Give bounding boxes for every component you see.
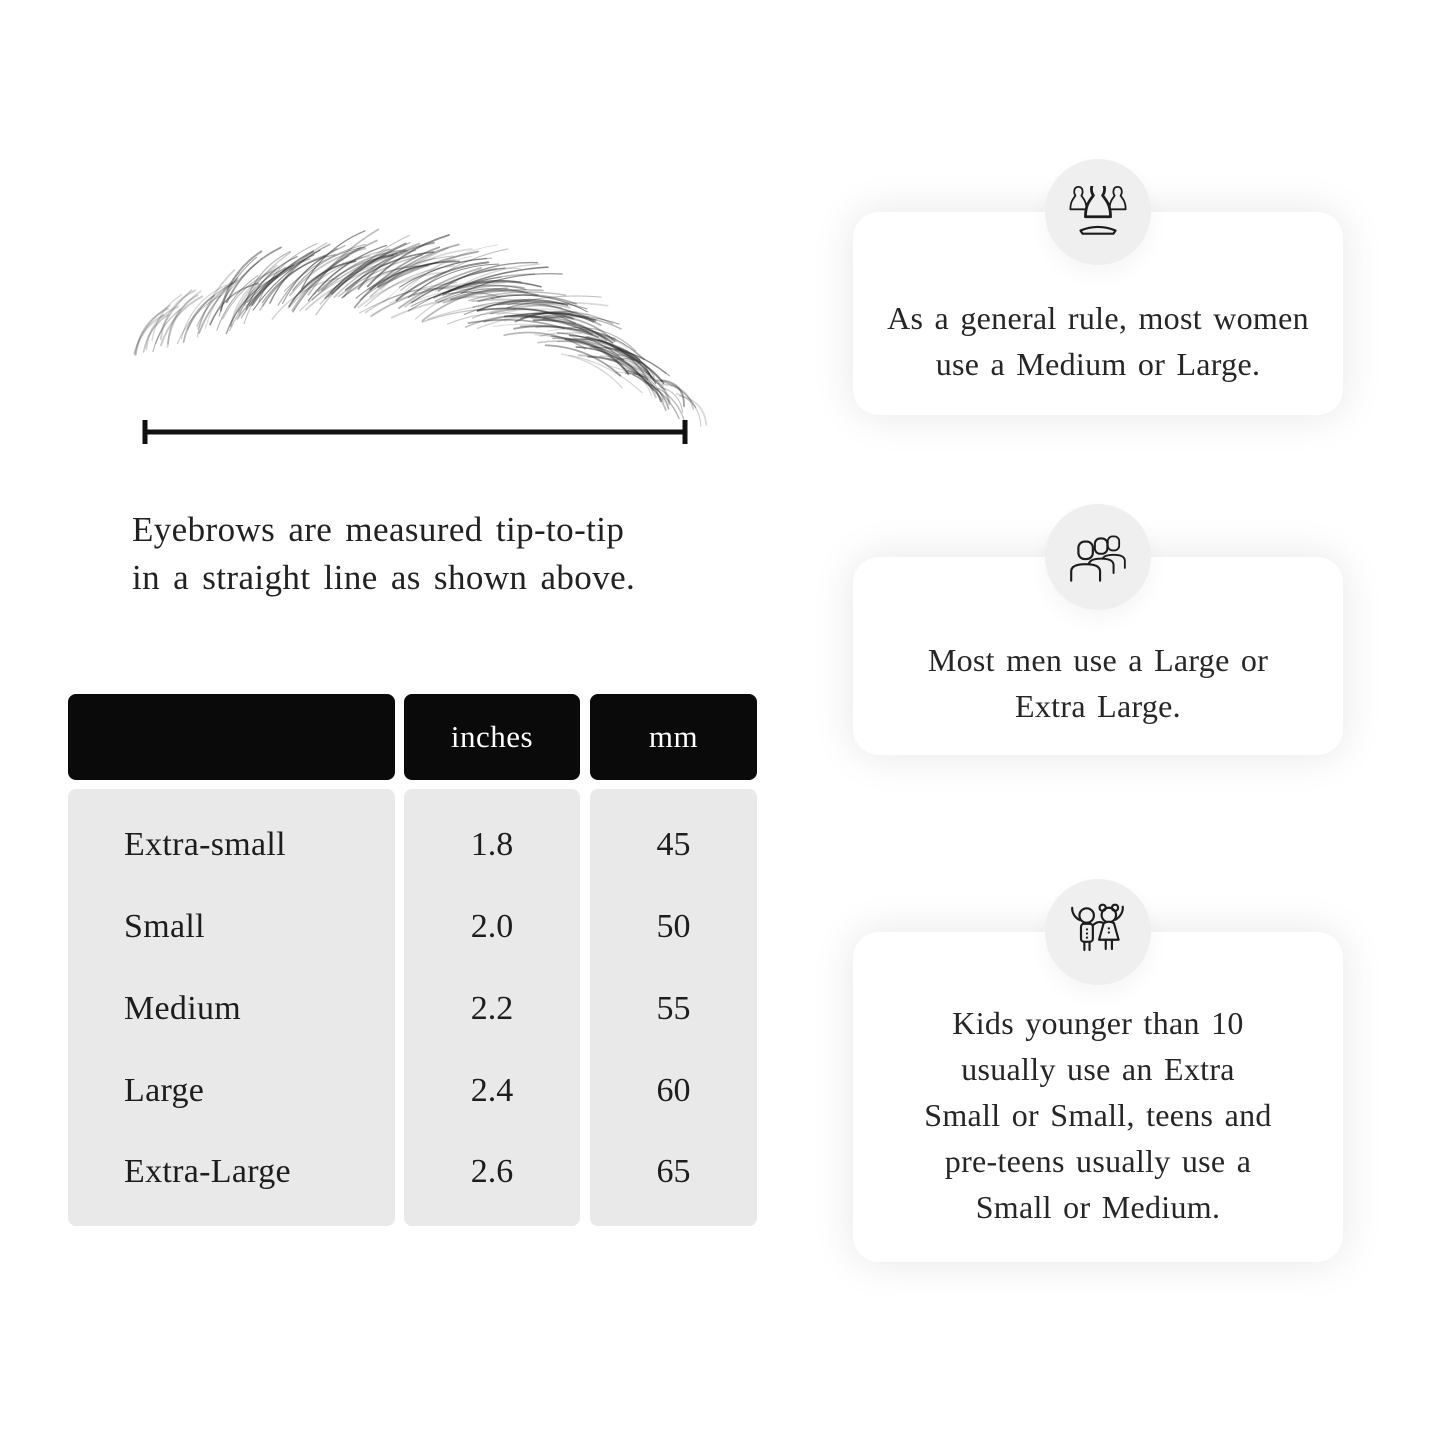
table-header-mm-label: mm [648, 719, 699, 754]
text-line: As a general rule, most women [887, 300, 1309, 336]
mm-value: 65 [656, 1153, 691, 1190]
card-text-women [853, 295, 1343, 387]
card-text-men [853, 637, 1343, 729]
caption-line-1: Eyebrows are measured tip-to-tip [132, 510, 625, 549]
mm-value: 45 [656, 826, 691, 863]
size-label: Small [124, 908, 205, 945]
text-line: pre-teens usually use a [944, 1143, 1252, 1179]
inches-value: 2.0 [470, 908, 514, 945]
text-line: Extra Large. [1015, 688, 1181, 724]
caption-line-2: in a straight line as shown above. [132, 558, 636, 597]
text-line: usually use an Extra [961, 1051, 1235, 1087]
text-line: Small or Medium. [975, 1189, 1221, 1225]
inches-value: 2.6 [470, 1153, 514, 1190]
measurement-line [140, 416, 690, 448]
eyebrow-sketch [115, 233, 700, 403]
text-line: Small or Small, teens and [924, 1097, 1272, 1133]
measurement-caption [132, 506, 635, 602]
size-label: Large [124, 1072, 205, 1109]
text-line: use a Medium or Large. [935, 346, 1261, 382]
table-header-inches-label: inches [450, 719, 534, 754]
text-line: Most men use a Large or [927, 642, 1269, 678]
women-group-icon [1045, 159, 1151, 265]
info-card-kids [853, 932, 1343, 1262]
kids-icon [1045, 879, 1151, 985]
size-label: Extra-Large [124, 1153, 291, 1190]
mm-value: 55 [656, 990, 691, 1027]
card-text-kids [853, 1000, 1343, 1230]
info-card-women [853, 212, 1343, 415]
table-header-mm [590, 694, 757, 780]
mm-value: 60 [656, 1072, 691, 1109]
table-header-inches [404, 694, 580, 780]
inches-value: 2.2 [470, 990, 514, 1027]
eyebrow-illustration [115, 233, 700, 403]
size-label: Extra-small [124, 826, 286, 863]
men-group-icon [1045, 504, 1151, 610]
table-header-size [68, 694, 395, 780]
inches-value: 1.8 [470, 826, 514, 863]
size-label: Medium [124, 990, 242, 1027]
info-card-men [853, 557, 1343, 755]
table-row [0, 823, 1445, 867]
mm-value: 50 [656, 908, 691, 945]
text-line: Kids younger than 10 [952, 1005, 1244, 1041]
inches-value: 2.4 [470, 1072, 514, 1109]
